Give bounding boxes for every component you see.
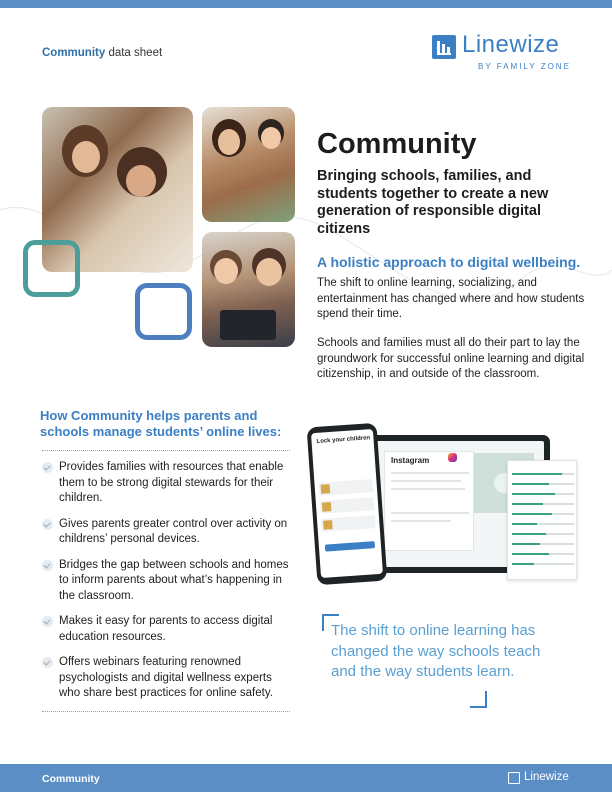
document-type-rest: data sheet: [105, 47, 163, 59]
benefit-text: Offers webinars featuring renowned psychologists and digital wellness experts who share best practices for online safety.: [59, 656, 273, 699]
app-detail-card: [384, 451, 474, 551]
list-item: [42, 517, 292, 548]
phone-mockup: [307, 423, 388, 585]
check-icon: [42, 657, 53, 668]
ratings-panel: [507, 460, 577, 580]
list-item: [42, 558, 292, 605]
instagram-icon: [448, 453, 457, 462]
boys-with-laptop-photo: [202, 232, 295, 347]
document-type-label: [42, 47, 162, 59]
benefit-text: Gives parents greater control over activity on childrens’ personal devices.: [59, 517, 288, 545]
linewize-logo[interactable]: [432, 31, 577, 74]
app-name: Instagram: [391, 456, 430, 465]
footer-bar: [0, 764, 612, 792]
linewize-mark-icon: [508, 772, 520, 784]
logo-tagline: BY FAMILY ZONE: [478, 62, 571, 71]
children-at-desk-photo: [202, 107, 295, 222]
check-icon: [42, 462, 53, 473]
dotted-divider-top: [42, 450, 290, 451]
dotted-divider-bottom: [42, 711, 290, 712]
intro-paragraph-1: The shift to online learning, socializing, and entertainment has changed where and how students spend their time.: [317, 277, 585, 320]
product-device-mockup: [312, 425, 584, 585]
page-title: Community: [317, 128, 477, 160]
quote-bracket-close: [470, 691, 487, 708]
check-icon: [42, 616, 53, 627]
benefit-text: Makes it easy for parents to access digital education resources.: [59, 615, 273, 643]
logo-wordmark: Linewize: [462, 31, 560, 58]
document-type-bold: Community: [42, 47, 106, 59]
footer-label: Community: [42, 773, 100, 785]
page-subtitle: Bringing schools, families, and students together to create a new generation of responsible digital citizens: [317, 168, 549, 237]
pull-quote: The shift to online learning has changed the way schools teach and the way students learn.: [331, 622, 541, 680]
check-icon: [42, 560, 53, 571]
phone-screen-title: Lock your children: [316, 435, 371, 445]
top-accent-bar: [0, 0, 612, 8]
teal-outline-square: [23, 240, 80, 297]
phone-action-button: [325, 541, 375, 551]
check-icon: [42, 519, 53, 530]
list-item: [42, 460, 292, 507]
benefit-text: Bridges the gap between schools and homes to inform parents about what’s happening in the classroom.: [59, 558, 289, 602]
list-item: [42, 614, 292, 645]
phone-screen: [311, 429, 383, 578]
benefit-text: Provides families with resources that enable them to be strong digital stewards for their children.: [59, 461, 284, 504]
footer-logo-wordmark: Linewize: [524, 771, 569, 783]
benefits-list: [42, 460, 292, 712]
blue-outline-square: [135, 283, 192, 340]
intro-paragraph-2: Schools and families must all do their part to lay the groundwork for successful online learning and digital citizenship, in and outside of the classroom.: [317, 337, 585, 380]
list-item: [42, 655, 292, 702]
how-it-helps-heading: How Community helps parents and schools manage students’ online lives:: [40, 408, 282, 439]
section-heading: A holistic approach to digital wellbeing.: [317, 254, 581, 270]
linewize-mark-icon: [432, 35, 456, 59]
